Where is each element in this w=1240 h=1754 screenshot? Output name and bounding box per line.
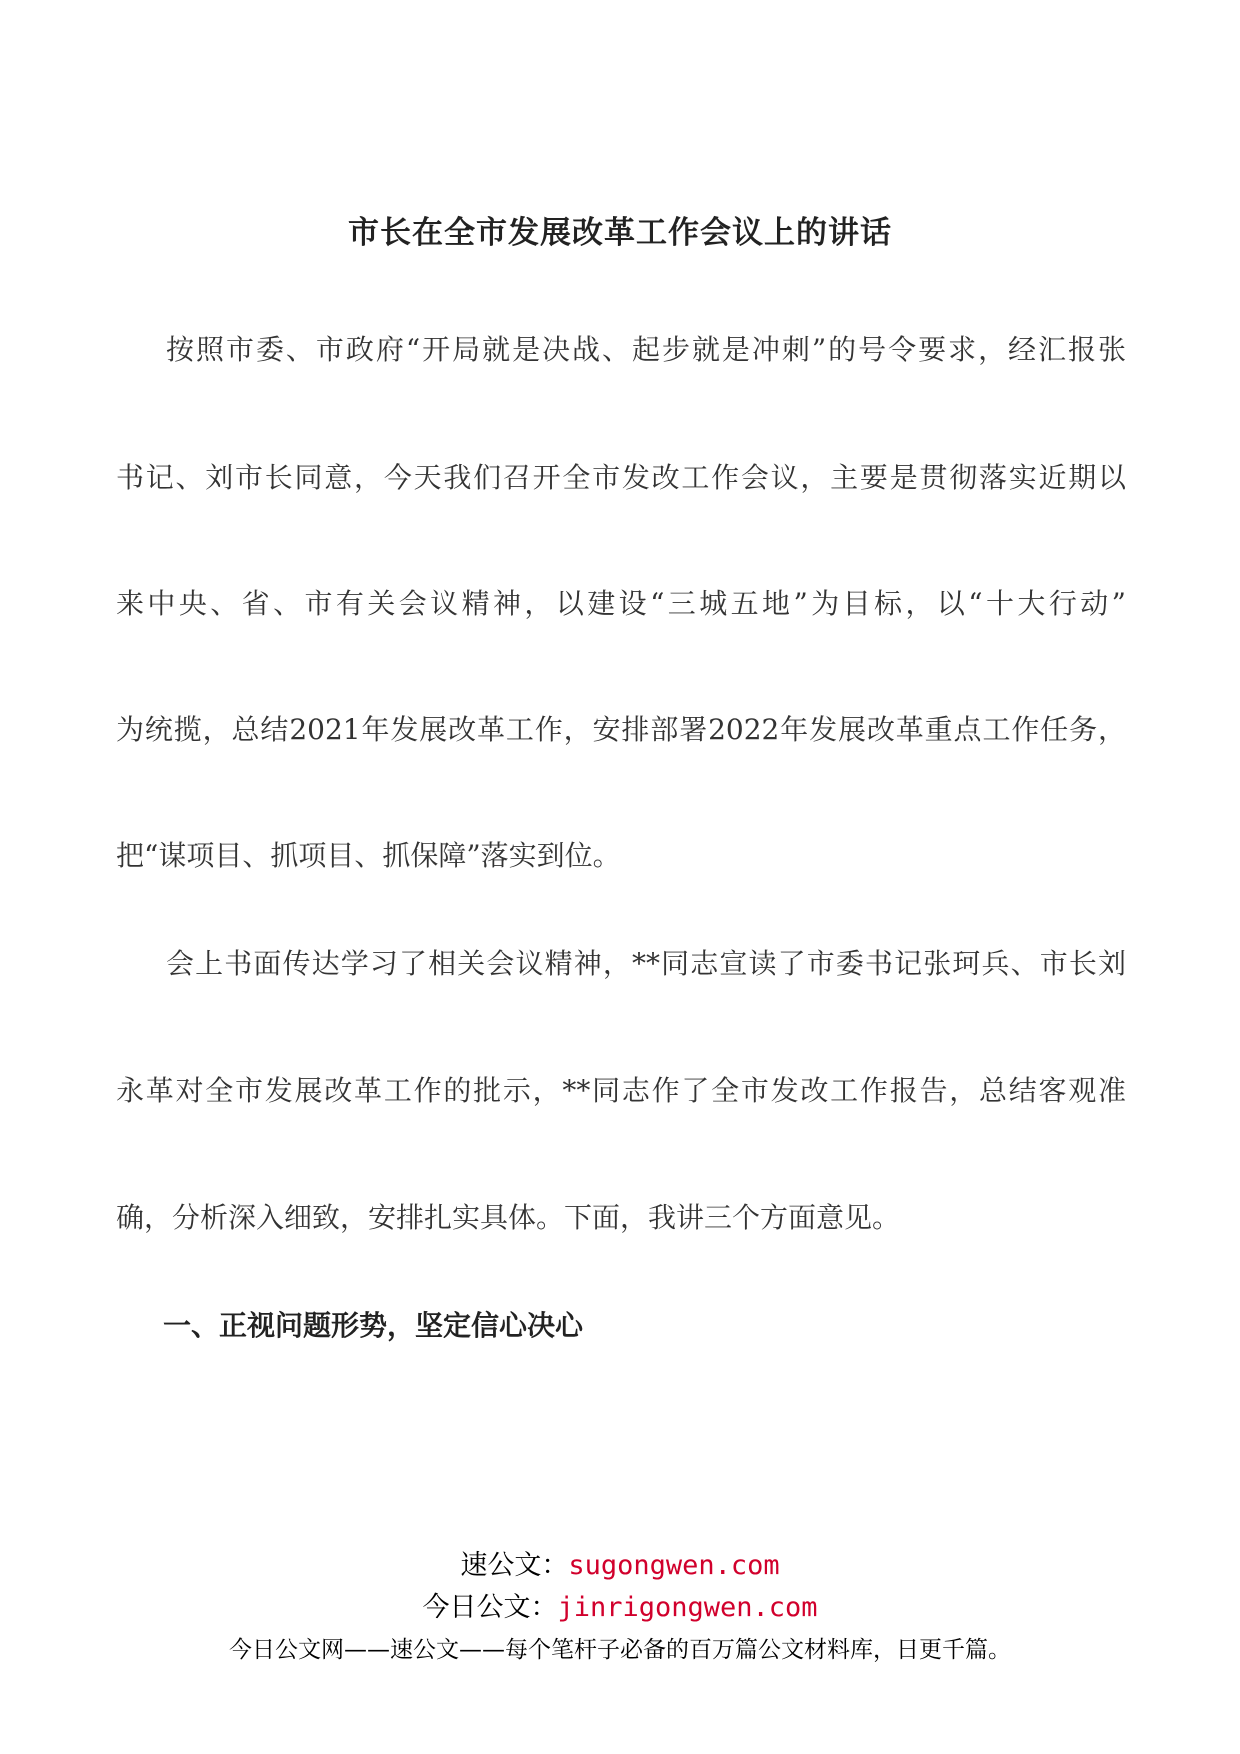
document-title: 市长在全市发展改革工作会议上的讲话 xyxy=(348,215,892,251)
footer-jinrigongwen xyxy=(0,1591,1240,1625)
paragraph-2-line-2: 永革对全市发展改革工作的批示，**同志作了全市发改工作报告，总结客观准 xyxy=(116,1074,1126,1107)
footer-jinrigongwen-label: 今日公文： xyxy=(422,1592,558,1623)
paragraph-1-line-3: 来中央、省、市有关会议精神，以建设“三城五地”为目标，以“十大行动” xyxy=(116,587,1126,620)
footer-jinrigongwen-link[interactable]: jinrigongwen.com xyxy=(557,1592,818,1623)
paragraph-1-line-4: 为统揽，总结2021年发展改革工作，安排部署2022年发展改革重点工作任务， xyxy=(116,713,1126,746)
paragraph-2-line-1: 会上书面传达学习了相关会议精神，**同志宣读了市委书记张珂兵、市长刘 xyxy=(166,947,1126,980)
paragraph-2-line-3: 确，分析深入细致，安排扎实具体。下面，我讲三个方面意见。 xyxy=(116,1201,901,1234)
footer-sugongwen-label: 速公文： xyxy=(460,1550,569,1581)
paragraph-1-line-5: 把“谋项目、抓项目、抓保障”落实到位。 xyxy=(116,839,621,872)
footer-sugongwen xyxy=(0,1549,1240,1583)
paragraph-1-line-2: 书记、刘市长同意，今天我们召开全市发改工作会议，主要是贯彻落实近期以 xyxy=(116,461,1126,494)
footer-sugongwen-link[interactable]: sugongwen.com xyxy=(568,1550,780,1581)
paragraph-1-line-1: 按照市委、市政府“开局就是决战、起步就是冲刺”的号令要求，经汇报张 xyxy=(166,333,1126,366)
footer-slogan: 今日公文网——速公文——每个笔杆子必备的百万篇公文材料库，日更千篇。 xyxy=(229,1637,1011,1663)
section-heading-1: 一、正视问题形势，坚定信心决心 xyxy=(163,1309,584,1342)
